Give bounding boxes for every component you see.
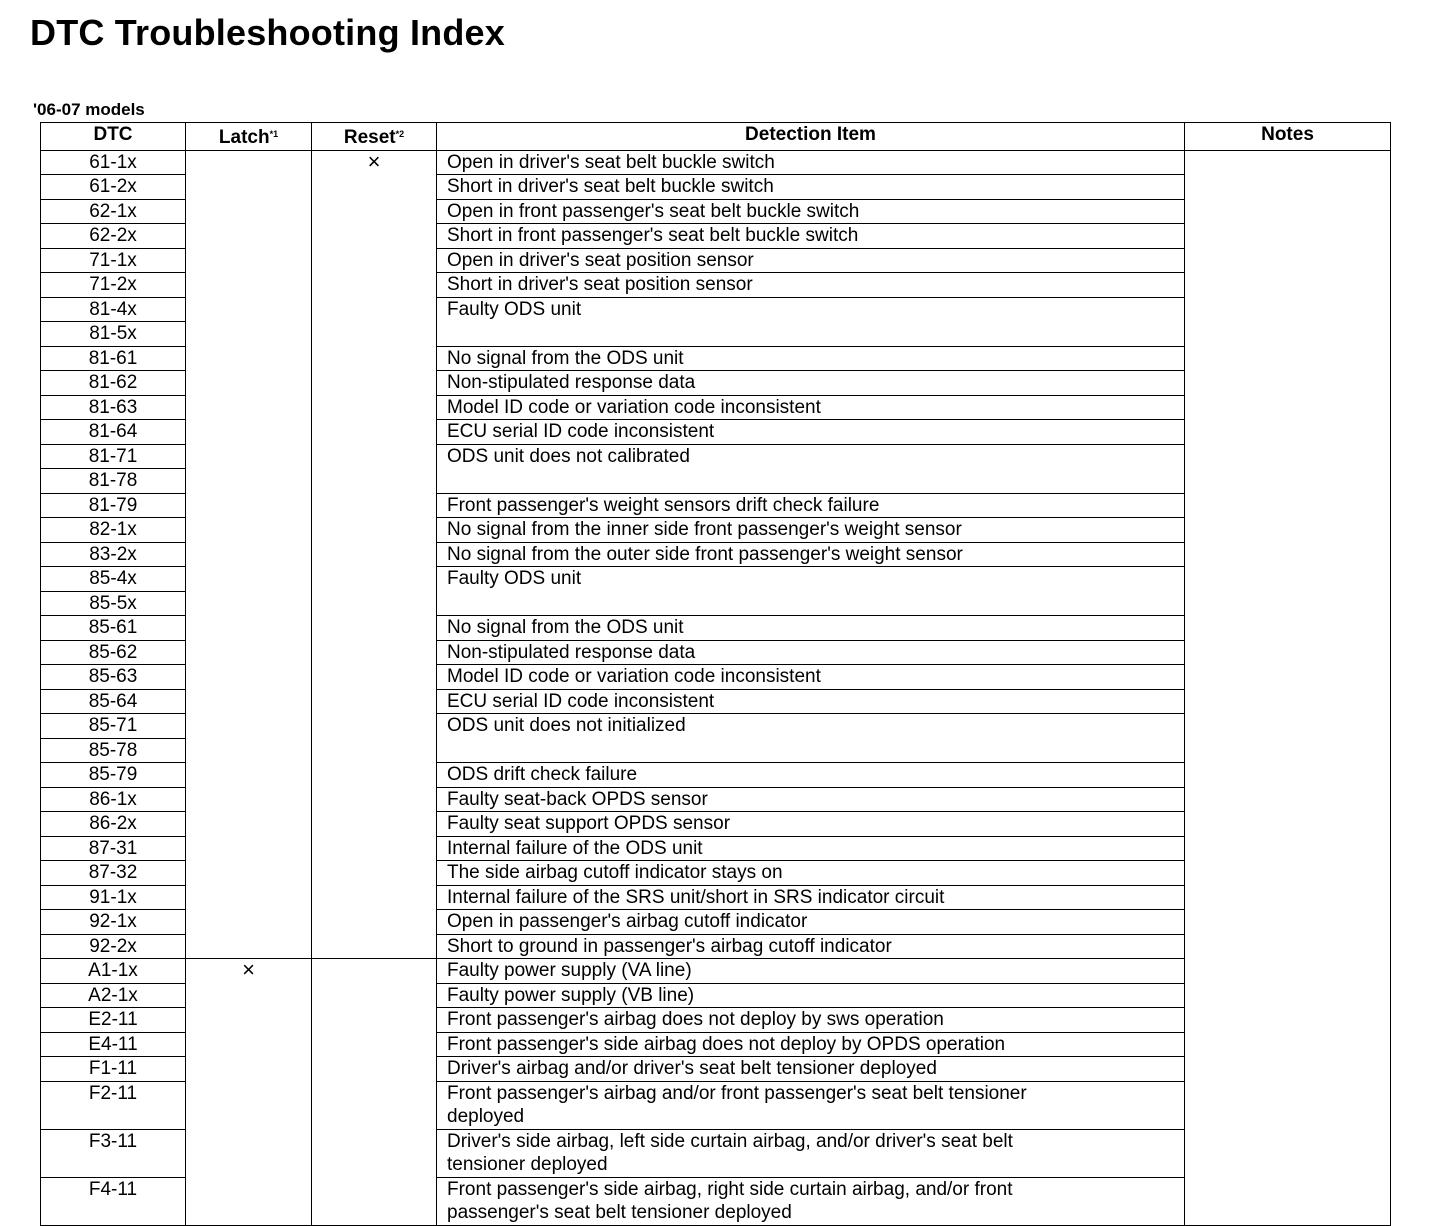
detection-item: ODS drift check failure: [437, 763, 1185, 788]
dtc-code: 71-2x: [41, 273, 186, 298]
dtc-code: 85-63: [41, 665, 186, 690]
dtc-code: 85-5x: [41, 591, 186, 616]
dtc-code: 81-71: [41, 444, 186, 469]
detection-item: Short in driver's seat position sensor: [437, 273, 1185, 298]
dtc-code: 81-79: [41, 493, 186, 518]
dtc-code: 85-61: [41, 616, 186, 641]
dtc-code: 85-71: [41, 714, 186, 739]
dtc-code: A1-1x: [41, 959, 186, 984]
detection-item: Short in front passenger's seat belt buckle switch: [437, 224, 1185, 249]
latch-cell-group-2: [186, 959, 312, 1226]
latch-applies-mark: ×: [242, 957, 255, 982]
detection-item: Faulty power supply (VA line): [437, 959, 1185, 984]
dtc-code: 82-1x: [41, 518, 186, 543]
detection-item: Short to ground in passenger's airbag cutoff indicator: [437, 934, 1185, 959]
detection-item: No signal from the inner side front passenger's weight sensor: [437, 518, 1185, 543]
detection-item: [437, 1081, 1185, 1129]
dtc-code: 83-2x: [41, 542, 186, 567]
dtc-code: 62-1x: [41, 199, 186, 224]
dtc-code: 81-64: [41, 420, 186, 445]
detection-line: Front passenger's airbag and/or front passenger's seat belt tensioner: [447, 1082, 1027, 1104]
dtc-code: 91-1x: [41, 885, 186, 910]
dtc-code: 81-5x: [41, 322, 186, 347]
detection-item: [437, 1129, 1185, 1177]
detection-line: Front passenger's side airbag, right side curtain airbag, and/or front: [447, 1178, 1013, 1200]
reset-footnote-ref: *2: [395, 129, 405, 139]
detection-item: Short in driver's seat belt buckle switch: [437, 175, 1185, 200]
header-dtc: DTC: [41, 123, 186, 151]
detection-item: ECU serial ID code inconsistent: [437, 689, 1185, 714]
header-notes: Notes: [1185, 123, 1391, 151]
dtc-code: F1-11: [41, 1057, 186, 1082]
dtc-code: 85-78: [41, 738, 186, 763]
detection-item: ECU serial ID code inconsistent: [437, 420, 1185, 445]
detection-item: No signal from the ODS unit: [437, 616, 1185, 641]
detection-item: Driver's airbag and/or driver's seat belt tensioner deployed: [437, 1057, 1185, 1082]
dtc-code: F3-11: [41, 1129, 186, 1177]
dtc-code: 92-2x: [41, 934, 186, 959]
reset-applies-mark: ×: [367, 148, 381, 174]
detection-item: Internal failure of the SRS unit/short in SRS indicator circuit: [437, 885, 1185, 910]
dtc-code: E2-11: [41, 1008, 186, 1033]
detection-line: passenger's seat belt tensioner deployed: [447, 1202, 792, 1223]
detection-item: Front passenger's side airbag does not deploy by OPDS operation: [437, 1032, 1185, 1057]
dtc-code: 62-2x: [41, 224, 186, 249]
dtc-code: 81-78: [41, 469, 186, 494]
latch-footnote-ref: *1: [269, 129, 279, 139]
dtc-code: 86-2x: [41, 812, 186, 837]
detection-line: tensioner deployed: [447, 1154, 608, 1175]
detection-item: Faulty seat-back OPDS sensor: [437, 787, 1185, 812]
dtc-code: 86-1x: [41, 787, 186, 812]
detection-item: Open in driver's seat belt buckle switch: [437, 150, 1185, 175]
detection-item: Front passenger's airbag does not deploy by sws operation: [437, 1008, 1185, 1033]
model-years-label: '06-07 models: [33, 100, 145, 119]
dtc-code: 85-4x: [41, 567, 186, 592]
detection-item: Open in front passenger's seat belt buckle switch: [437, 199, 1185, 224]
detection-item: No signal from the ODS unit: [437, 346, 1185, 371]
dtc-code: 85-62: [41, 640, 186, 665]
detection-item: Open in passenger's airbag cutoff indicator: [437, 910, 1185, 935]
dtc-code: 61-2x: [41, 175, 186, 200]
header-reset: Reset$^{*2}$: [312, 123, 437, 151]
detection-item: Non-stipulated response data: [437, 371, 1185, 396]
header-detection-item: Detection Item: [437, 123, 1185, 151]
header-latch: Latch$^{*1}$: [186, 123, 312, 151]
detection-line: Driver's side airbag, left side curtain airbag, and/or driver's seat belt: [447, 1130, 1013, 1152]
notes-cell: [1185, 150, 1391, 1225]
reset-cell-group-2: [312, 959, 437, 1226]
detection-item: Model ID code or variation code inconsistent: [437, 665, 1185, 690]
dtc-code: F4-11: [41, 1177, 186, 1225]
table-row: [41, 150, 1391, 175]
detection-item: Open in driver's seat position sensor: [437, 248, 1185, 273]
dtc-code: 81-63: [41, 395, 186, 420]
dtc-index-table: [40, 122, 1391, 1226]
dtc-code: 61-1x: [41, 150, 186, 175]
detection-item: Model ID code or variation code inconsistent: [437, 395, 1185, 420]
detection-item: Front passenger's weight sensors drift check failure: [437, 493, 1185, 518]
detection-item: Internal failure of the ODS unit: [437, 836, 1185, 861]
detection-item: Faulty ODS unit: [437, 567, 1185, 616]
detection-item: Faulty power supply (VB line): [437, 983, 1185, 1008]
detection-item: The side airbag cutoff indicator stays on: [437, 861, 1185, 886]
dtc-code: 87-32: [41, 861, 186, 886]
detection-item: ODS unit does not initialized: [437, 714, 1185, 763]
latch-cell-group-1: [186, 150, 312, 959]
dtc-code: 81-62: [41, 371, 186, 396]
detection-line: deployed: [447, 1106, 525, 1127]
dtc-code: 81-61: [41, 346, 186, 371]
dtc-code: 81-4x: [41, 297, 186, 322]
dtc-code: 85-64: [41, 689, 186, 714]
page-title: DTC Troubleshooting Index: [30, 12, 505, 53]
dtc-code: 87-31: [41, 836, 186, 861]
header-row: [41, 123, 1391, 151]
dtc-code: 71-1x: [41, 248, 186, 273]
detection-item: Faulty ODS unit: [437, 297, 1185, 346]
detection-item: ODS unit does not calibrated: [437, 444, 1185, 493]
dtc-code: A2-1x: [41, 983, 186, 1008]
detection-item: Non-stipulated response data: [437, 640, 1185, 665]
detection-item: [437, 1177, 1185, 1225]
dtc-code: F2-11: [41, 1081, 186, 1129]
dtc-code: 92-1x: [41, 910, 186, 935]
dtc-code: E4-11: [41, 1032, 186, 1057]
dtc-code: 85-79: [41, 763, 186, 788]
detection-item: Faulty seat support OPDS sensor: [437, 812, 1185, 837]
detection-item: No signal from the outer side front passenger's weight sensor: [437, 542, 1185, 567]
reset-cell-group-1: [312, 150, 437, 959]
